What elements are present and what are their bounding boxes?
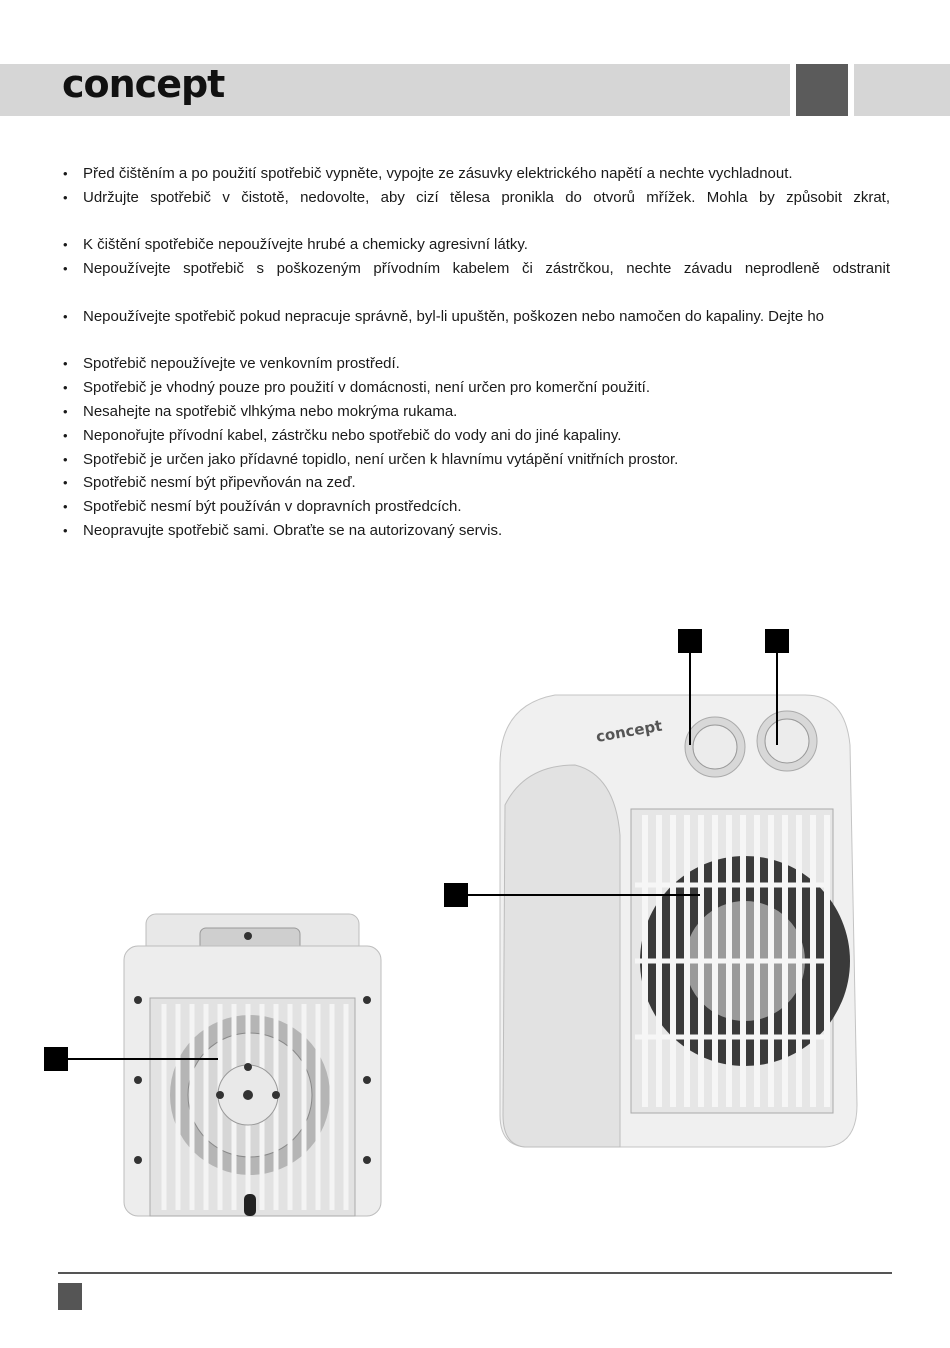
list-item: • Nesahejte na spotřebič vlhkýma nebo mokrýma rukama. [60,400,890,424]
list-item: • Spotřebič nesmí být připevňován na zeď. [60,471,890,495]
list-item: • Před čištěním a po použití spotřebič vypněte, vypojte ze zásuvky elektrického napětí a nechte vychladnout. [60,162,890,186]
list-item: • K čištění spotřebiče nepoužívejte hrubé a chemicky agresivní látky. [60,233,890,257]
list-item: • Spotřebič je určen jako přídavné topidlo, není určen k hlavnímu vytápění vnitřních prostor. [60,448,890,472]
list-item: • Nepoužívejte spotřebič s poškozeným přívodním kabelem či zástrčkou, nechte závadu neprodleně odstranit [60,257,890,281]
callout-marker [678,629,702,653]
footer-divider [58,1272,892,1274]
brand-logo: concept [62,62,225,106]
callout-marker [765,629,789,653]
front-logo: concept [594,716,664,746]
list-item: • Neopravujte spotřebič sami. Obraťte se na autorizovaný servis. [60,519,890,543]
callout-leader [468,894,700,896]
callout-leader [689,653,691,745]
callout-leader [776,653,778,745]
list-item: • Nepoužívejte spotřebič pokud nepracuje správně, byl-li upuštěn, poškozen nebo namočen do kapaliny. Dejte ho [60,305,890,329]
footer-page-marker [58,1283,82,1310]
callout-marker [444,883,468,907]
header-band-right [854,64,950,116]
list-item: • Neponořujte přívodní kabel, zástrčku nebo spotřebič do vody ani do jiné kapaliny. [60,424,890,448]
list-item: • Spotřebič je vhodný pouze pro použití v domácnosti, není určen pro komerční použití. [60,376,890,400]
heater-rear-view-image [120,910,385,1220]
list-item: • Udržujte spotřebič v čistotě, nedovolte, aby cizí tělesa pronikla do otvorů mřížek. Mohla by způsobit zkrat, [60,186,890,210]
callout-leader [68,1058,218,1060]
page-number-box [796,64,848,116]
list-item: • Spotřebič nepoužívejte ve venkovním prostředí. [60,352,890,376]
heater-front-view-image [495,685,865,1160]
list-item: • Spotřebič nesmí být používán v dopravních prostředcích. [60,495,890,519]
callout-marker [44,1047,68,1071]
safety-instructions-list [60,162,890,543]
